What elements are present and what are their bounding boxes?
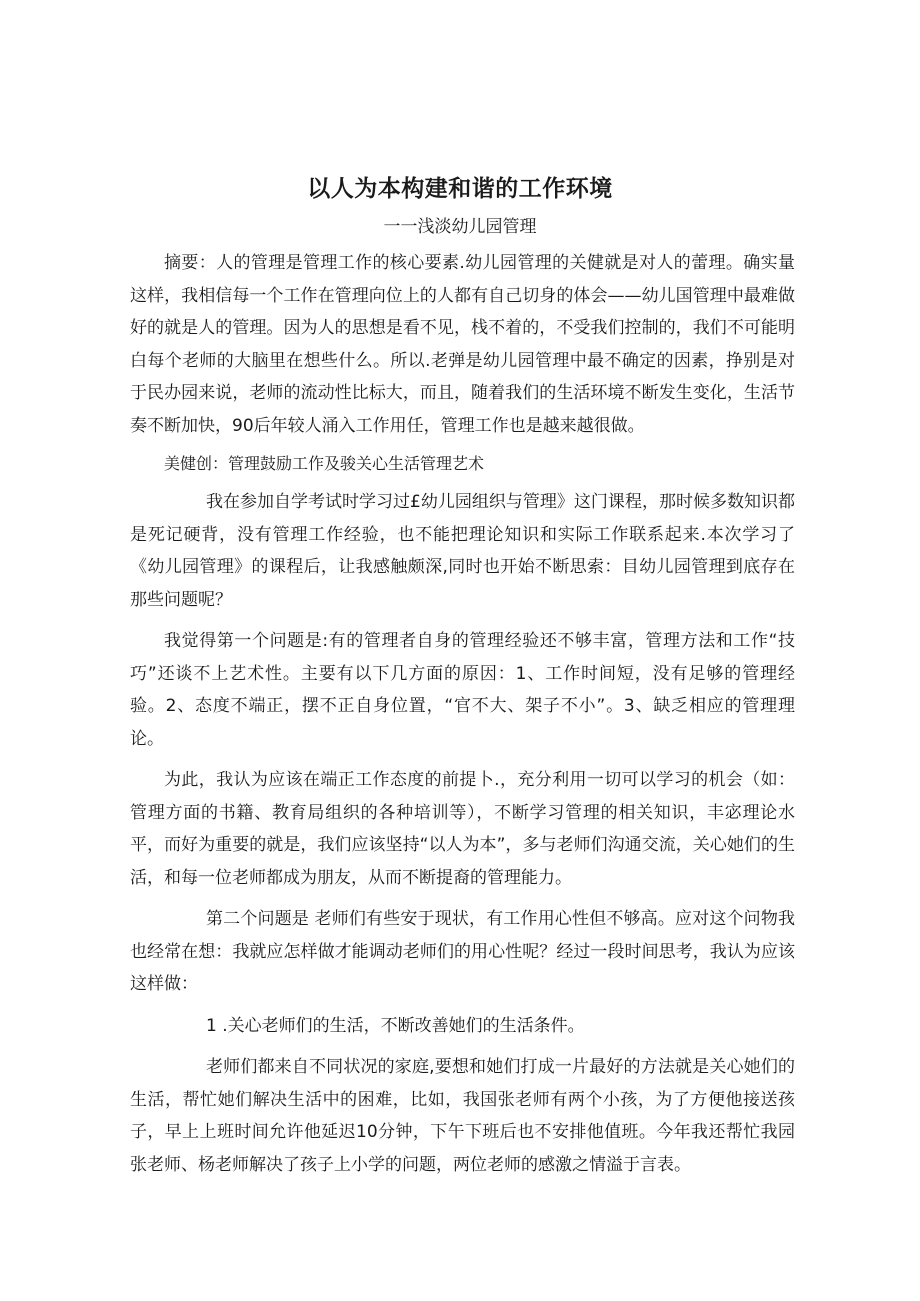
- keywords-line: 美健创：管理鼓励工作及骏关心生活管理艺术: [164, 454, 485, 473]
- point-one-heading: 1 .关心老师们的生活，不断改善她们的生活条件。: [206, 1015, 585, 1036]
- document-body: [130, 247, 795, 1181]
- problem-one-paragraph: 我觉得第一个问题是:有的管理者自身的管理经验还不够丰富，管理方法和工作“技巧”还谈不上艺术性。主要有以下几方面的原因：1、工作时间短，没有足够的管理经验。2、态度不端正，摆不正自身位置，“官不大、架子不小”。3、缺乏相应的管理理论。: [130, 631, 795, 749]
- document-title: 以人为本构建和谐的工作环境: [307, 176, 613, 202]
- solution-one-paragraph: 为此，我认为应该在端正工作态度的前提卜.，充分利用一切可以学习的机会（如：管理方面的书籍、教育局组织的各种培训等），不断学习管理的相关知识，丰宓理论水平，而好为重要的就是，我们应该坚持“以人为本”，多与老师们沟通交流，关心她们的生活，和每一位老师都成为朋友，从而不断提裔的管理能力。: [130, 770, 795, 888]
- problem-two-paragraph: 第二个问题是 老师们有些安于现状，有工作用心性但不够高。应对这个问物我也经常在想：我就应怎样做才能调动老师们的用心性呢？经过一段时间思考，我认为应该这样做：: [130, 909, 795, 994]
- point-one-detail-paragraph: 老师们都来自不同状况的家庭,要想和她们打成一片最好的方法就是关心她们的生活，帮忙她们解决生活中的困难，比如，我国张老师有两个小孩，为了方便他接送孩子，早上上班时间允许他延迟10分钟，下午下班后也不安排他值班。今年我还帮忙我园张老师、杨老师解决了孩子上小学的问题，两位老师的感激之情溢于言表。: [130, 1057, 795, 1175]
- intro-paragraph: 我在参加自学考试时学习过£幼儿园组织与管理》这门课程，那时候多数知识都是死记硬背，没有管理工作经验，也不能把理论知识和实际工作联系起来.本次学习了《幼儿园管理》的课程后，让我感触颇深,同时也开始不断思索：目幼儿园管理到底存在那些问题呢？: [130, 492, 795, 610]
- abstract-paragraph: 摘要：人的管理是管理工作的核心要素.幼儿园管理的关健就是对人的蕾理。确实量这样，我相信每一个工作在管理向位上的人都有自己切身的体会——幼儿国管理中最难做好的就是人的管理。因为人的思想是看不见，栈不着的，不受我们控制的，我们不可能明白每个老师的大脑里在想些什么。所以.老弹是幼儿园管理中最不确定的因素，挣别是对于民办园来说，老师的流动性比标大，而且，随着我们的生活环境不断发生变化，生活节奏不断加快，90后年较人涌入工作用任，管理工作也是越来越很做。: [130, 253, 795, 436]
- document-subtitle: 一一浅淡幼儿园管理: [383, 217, 537, 237]
